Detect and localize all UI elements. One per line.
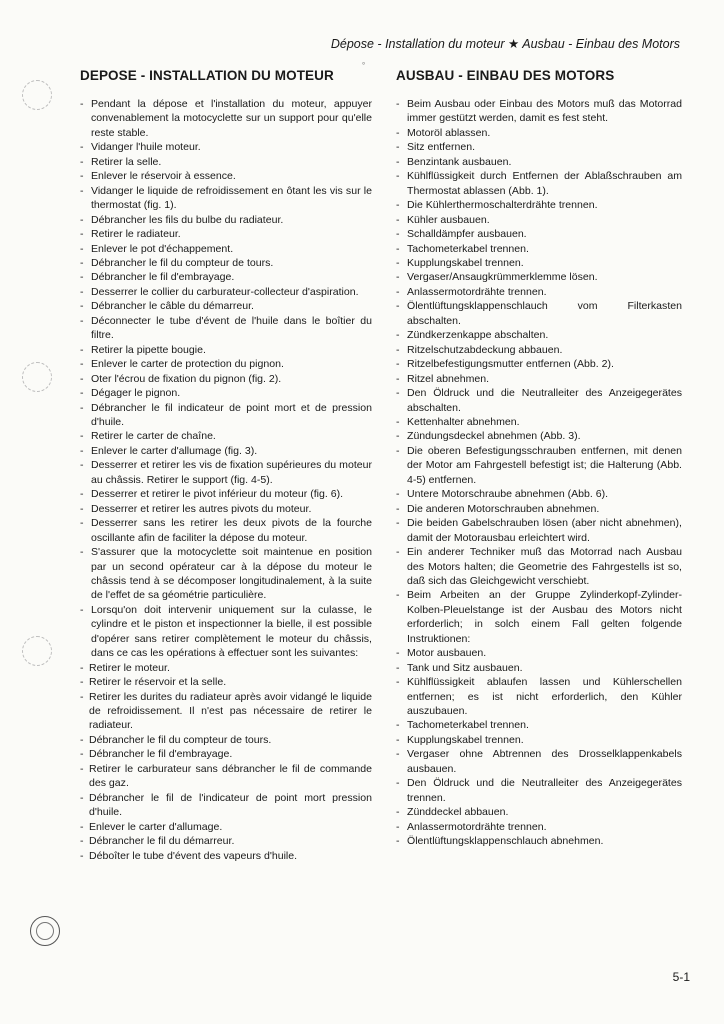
french-steps-list — [80, 97, 372, 661]
list-item: - Débrancher le fil du démarreur. — [80, 834, 372, 848]
list-item: - Benzintank ausbauen. — [396, 155, 682, 169]
list-item: - Ein anderer Techniker muß das Motorrad nach Ausbau des Motors halten; die Geometrie des Fahrgestells ist so, daß sich das Gleichgewicht verschiebt. — [396, 545, 682, 588]
list-item: - Déboîter le tube d'évent des vapeurs d'huile. — [80, 849, 372, 863]
list-item: - Débrancher les fils du bulbe du radiateur. — [80, 213, 372, 227]
list-item: - Dégager le pignon. — [80, 386, 372, 400]
list-item: - Enlever le carter d'allumage (fig. 3). — [80, 444, 372, 458]
list-item: - Retirer le moteur. — [80, 661, 372, 675]
list-item: - Ritzel abnehmen. — [396, 372, 682, 386]
stray-mark: ˚ — [362, 62, 366, 74]
german-steps-list — [396, 97, 682, 849]
running-header: Dépose - Installation du moteur ★ Ausbau - Einbau des Motors — [330, 37, 680, 51]
french-title: DEPOSE - INSTALLATION DU MOTEUR — [80, 68, 334, 83]
list-item: - Débrancher le câble du démarreur. — [80, 299, 372, 313]
list-item: - Débrancher le fil du compteur de tours. — [80, 256, 372, 270]
list-item: - Retirer les durites du radiateur après avoir vidangé le liquide de refroidissement. Il n'est pas nécessaire de retirer le radiateur. — [80, 690, 372, 733]
list-item: - Retirer le carter de chaîne. — [80, 429, 372, 443]
list-item: - Ritzelbefestigungsmutter entfernen (Abb. 2). — [396, 357, 682, 371]
list-item: - Vergaser ohne Abtrennen des Drosselklappenkabels ausbauen. — [396, 747, 682, 776]
french-column — [80, 68, 372, 863]
list-item: - Débrancher le fil du compteur de tours. — [80, 733, 372, 747]
list-item: - Ölentlüftungsklappenschlauch vom Filterkasten abschalten. — [396, 299, 682, 328]
list-item: - Oter l'écrou de fixation du pignon (fig. 2). — [80, 372, 372, 386]
list-item: - Kupplungskabel trennen. — [396, 733, 682, 747]
punch-hole-mark — [30, 916, 60, 946]
punch-hole-mark — [22, 636, 52, 666]
list-item: - Débrancher le fil d'embrayage. — [80, 747, 372, 761]
list-item: - Débrancher le fil d'embrayage. — [80, 270, 372, 284]
list-item: - Déconnecter le tube d'évent de l'huile dans le boîtier du filtre. — [80, 314, 372, 343]
list-item: - Zündkerzenkappe abschalten. — [396, 328, 682, 342]
list-item: - Den Öldruck und die Neutralleiter des Anzeigegerätes abschalten. — [396, 386, 682, 415]
list-item: - Sitz entfernen. — [396, 140, 682, 154]
list-item: - Desserrer sans les retirer les deux pivots de la fourche oscillante afin de faciliter la dépose du moteur. — [80, 516, 372, 545]
list-item: - Retirer le radiateur. — [80, 227, 372, 241]
list-item: - Anlassermotordrähte trennen. — [396, 285, 682, 299]
list-item: - Enlever le réservoir à essence. — [80, 169, 372, 183]
list-item: - Anlassermotordrähte trennen. — [396, 820, 682, 834]
list-item: - Kühlflüssigkeit durch Entfernen der Ablaßschrauben am Thermostat ablassen (Abb. 1). — [396, 169, 682, 198]
list-item: - Motoröl ablassen. — [396, 126, 682, 140]
french-substeps-list — [80, 661, 372, 863]
list-item: - Desserrer et retirer les autres pivots du moteur. — [80, 502, 372, 516]
list-item: - Tachometerkabel trennen. — [396, 718, 682, 732]
list-item: - Enlever le pot d'échappement. — [80, 242, 372, 256]
list-item: - Enlever le carter d'allumage. — [80, 820, 372, 834]
list-item: - Enlever le carter de protection du pignon. — [80, 357, 372, 371]
list-item: - Retirer la pipette bougie. — [80, 343, 372, 357]
list-item: - Zünddeckel abbauen. — [396, 805, 682, 819]
page-number: 5-1 — [672, 970, 690, 984]
list-item: - Die oberen Befestigungsschrauben entfernen, mit denen der Motor am Fahrgestell befestigt ist; die Halterung (Abb. 4-5) entfernen. — [396, 444, 682, 487]
list-item: - Schalldämpfer ausbauen. — [396, 227, 682, 241]
list-item: - Lorsqu'on doit intervenir uniquement sur la culasse, le cylindre et le piston et inspectionner la bielle, il est possible d'opérer sans retirer complètement le moteur du châssis, dans ce cas les opérations à effectuer sont les suivantes: — [80, 603, 372, 661]
list-item: - Débrancher le fil indicateur de point mort et de pression d'huile. — [80, 401, 372, 430]
list-item: - Vidanger le liquide de refroidissement en ôtant les vis sur le thermostat (fig. 1). — [80, 184, 372, 213]
german-title: AUSBAU - EINBAU DES MOTORS — [396, 68, 615, 83]
list-item: - Die Kühlerthermoschalterdrähte trennen. — [396, 198, 682, 212]
list-item: - Vidanger l'huile moteur. — [80, 140, 372, 154]
punch-hole-mark — [22, 80, 52, 110]
list-item: - Débrancher le fil de l'indicateur de point mort pression d'huile. — [80, 791, 372, 820]
list-item: - Beim Arbeiten an der Gruppe Zylinderkopf-Zylinder-Kolben-Pleuelstange ist der Ausbau des Motors nicht erforderlich; in solch einem Fall gelten folgende Instruktionen: — [396, 588, 682, 646]
german-column — [396, 68, 682, 849]
list-item: - Desserrer le collier du carburateur-collecteur d'aspiration. — [80, 285, 372, 299]
list-item: - Untere Motorschraube abnehmen (Abb. 6). — [396, 487, 682, 501]
list-item: - Zündungsdeckel abnehmen (Abb. 3). — [396, 429, 682, 443]
list-item: - Pendant la dépose et l'installation du moteur, appuyer convenablement la motocyclette sur un support pour qu'elle reste stable. — [80, 97, 372, 140]
list-item: - Kühler ausbauen. — [396, 213, 682, 227]
list-item: - Kettenhalter abnehmen. — [396, 415, 682, 429]
list-item: - Kühlflüssigkeit ablaufen lassen und Kühlerschellen entfernen; es ist nicht erforderlich, den Kühler auszubauen. — [396, 675, 682, 718]
list-item: - Retirer le réservoir et la selle. — [80, 675, 372, 689]
list-item: - Beim Ausbau oder Einbau des Motors muß das Motorrad immer gestützt werden, damit es fest steht. — [396, 97, 682, 126]
list-item: - Den Öldruck und die Neutralleiter des Anzeigegerätes trennen. — [396, 776, 682, 805]
list-item: - Ritzelschutzabdeckung abbauen. — [396, 343, 682, 357]
list-item: - Die anderen Motorschrauben abnehmen. — [396, 502, 682, 516]
list-item: - Vergaser/Ansaugkrümmerklemme lösen. — [396, 270, 682, 284]
list-item: - Tank und Sitz ausbauen. — [396, 661, 682, 675]
list-item: - Desserrer et retirer le pivot inférieur du moteur (fig. 6). — [80, 487, 372, 501]
list-item: - Die beiden Gabelschrauben lösen (aber nicht abnehmen), damit der Motorausbau erleichtert wird. — [396, 516, 682, 545]
list-item: - Ölentlüftungsklappenschlauch abnehmen. — [396, 834, 682, 848]
punch-hole-mark — [22, 362, 52, 392]
list-item: - Motor ausbauen. — [396, 646, 682, 660]
list-item: - Tachometerkabel trennen. — [396, 242, 682, 256]
list-item: - S'assurer que la motocyclette soit maintenue en position par un second opérateur car à la dépose du moteur le châssis tend à se décomposer longitudinalement, à la suite de l'effet de sa géométrie particulière. — [80, 545, 372, 603]
list-item: - Retirer le carburateur sans débrancher le fil de commande des gaz. — [80, 762, 372, 791]
list-item: - Kupplungskabel trennen. — [396, 256, 682, 270]
list-item: - Retirer la selle. — [80, 155, 372, 169]
list-item: - Desserrer et retirer les vis de fixation supérieures du moteur au châssis. Retirer le support (fig. 4-5). — [80, 458, 372, 487]
